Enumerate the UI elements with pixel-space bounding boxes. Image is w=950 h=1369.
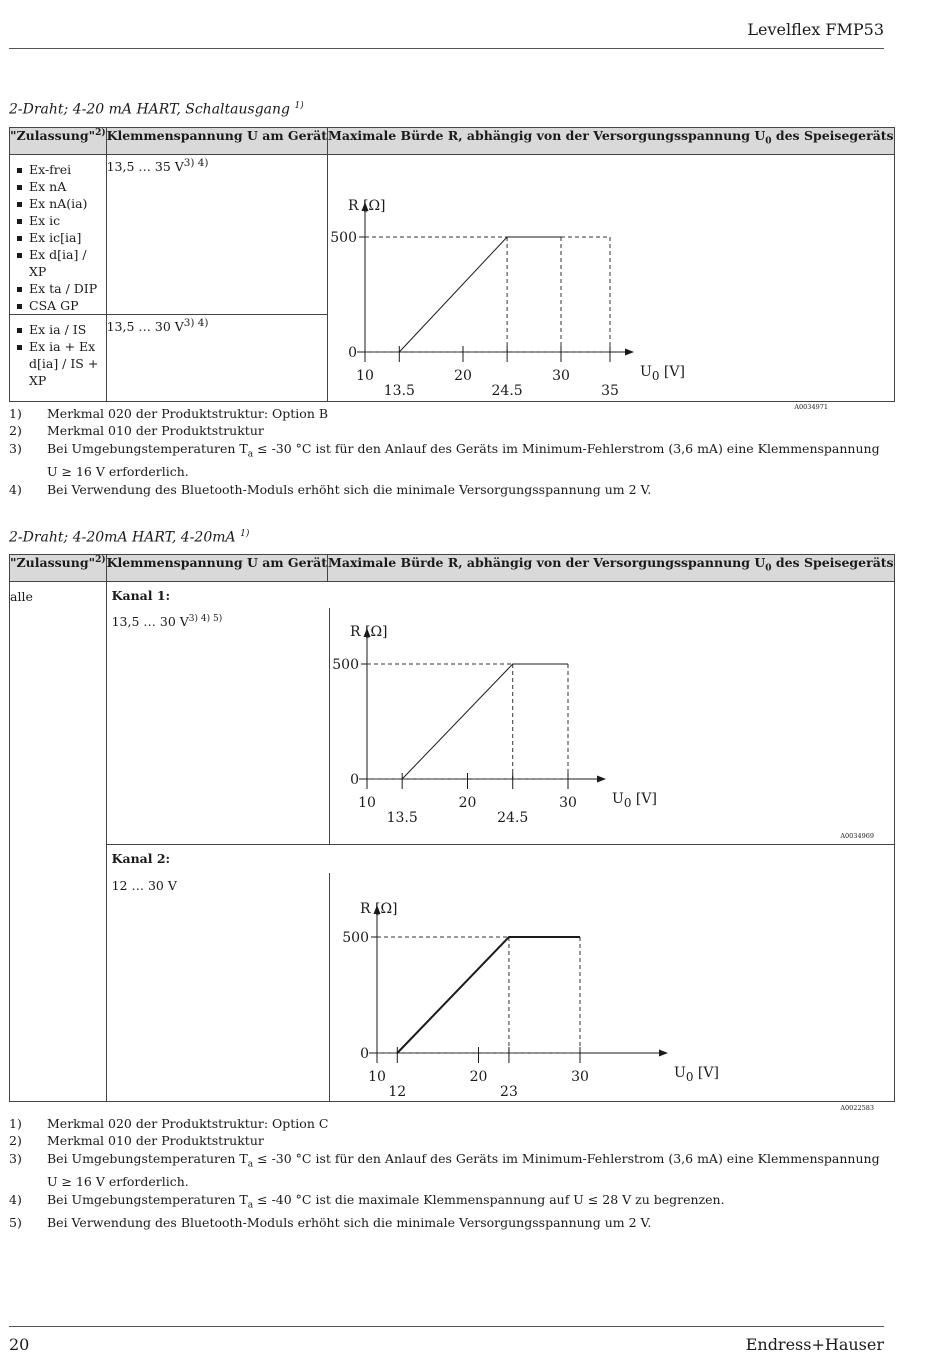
footnote-number: 3) — [9, 440, 22, 456]
x-tick-label: 13.5 — [383, 383, 415, 399]
s2-col-approval: "Zulassung"$^{2)}$ — [10, 555, 107, 582]
footnote-text: Bei Umgebungstemperaturen T — [47, 1191, 248, 1207]
x-axis-label: U0 [V] — [611, 791, 657, 810]
footnote-text: Bei Umgebungstemperaturen T — [47, 1150, 248, 1166]
section1-title-ref: 1) — [294, 101, 304, 111]
x-tick-label: 10 — [357, 795, 376, 811]
x-tick-label: 23 — [499, 1084, 518, 1100]
kanal2-voltage: 12 … 30 V — [111, 878, 177, 893]
footer-brand: Endress+Hauser — [745, 1335, 884, 1354]
series-line — [402, 664, 568, 779]
footnote-item — [9, 481, 884, 498]
footnote-number: 1) — [9, 406, 22, 421]
footnote-item — [9, 440, 884, 481]
kanal2-load-chart — [330, 873, 880, 1112]
x-tick-label: 30 — [570, 1069, 589, 1085]
x-tick-label: 30 — [558, 795, 577, 811]
kanal1-voltage: 13,5 … 30 $V^{3) 4) 5)}$ — [111, 614, 223, 630]
footnote-text: Merkmal 010 der Produktstruktur — [47, 1133, 264, 1149]
kanal2-label: Kanal 2: — [111, 851, 171, 866]
x-axis-arrow — [597, 776, 606, 783]
approval-item: Ex nA(ia) — [14, 195, 106, 212]
figure-id: A0034971 — [794, 403, 829, 411]
footnote-number: 3) — [9, 1150, 22, 1166]
y-tick-label: 0 — [359, 1046, 369, 1062]
series-line — [397, 937, 580, 1053]
s1-row2-voltage: 13,5 … 30 $V^{3) 4)}$ — [106, 315, 327, 402]
s2-kanal1-cell — [106, 582, 894, 845]
footnote-item — [9, 1115, 884, 1132]
footnote-text: Bei Umgebungstemperaturen T — [47, 440, 248, 456]
x-axis-label: U0 [V] — [673, 1065, 719, 1084]
footnote-text: ≤ -30 °C ist für den Anlauf des Geräts im Minimum-Fehlerstrom (3,6 mA) eine Klemmenspannung U ≥ 16 V erforderlich. — [47, 1150, 880, 1190]
s1-col-load: Maximale Bürde R, abhängig von der Versorgungsspannung $U_0$ des Speisegeräts — [328, 128, 895, 155]
x-tick-label: 20 — [469, 1069, 488, 1085]
section2-table — [9, 554, 895, 1112]
x-tick-label: 10 — [367, 1069, 386, 1085]
x-tick-label: 35 — [601, 383, 619, 399]
header-rule — [9, 48, 884, 49]
x-axis-arrow — [659, 1050, 668, 1057]
footnote-item — [9, 1214, 884, 1231]
footnote-number: 4) — [9, 481, 22, 497]
footnote-text: ≤ -40 °C ist die maximale Klemmenspannung auf U ≤ 28 V zu begrenzen. — [253, 1191, 725, 1207]
footnote-text: Bei Verwendung des Bluetooth-Moduls erhöht sich die minimale Versorgungsspannung um 2 V. — [47, 1215, 652, 1231]
approval-item: Ex-frei — [14, 161, 106, 178]
x-tick-label: 30 — [552, 368, 570, 384]
footnote-text: Merkmal 010 der Produktstruktur — [47, 423, 264, 439]
s1-row1-voltage: 13,5 … 35 $V^{3) 4)}$ — [106, 155, 327, 315]
footnote-item — [9, 405, 884, 422]
approval-item: Ex ic — [14, 212, 106, 229]
section2-footnotes — [9, 1115, 884, 1232]
kanal1-load-chart — [330, 608, 880, 842]
x-tick-label: 20 — [454, 368, 472, 384]
figure-id: A0022583 — [839, 1104, 874, 1112]
section2-title — [9, 529, 249, 546]
s1-row2-approvals — [10, 315, 107, 402]
approval-item: Ex d[ia] / XP — [14, 246, 106, 280]
y-tick-label: 500 — [341, 930, 369, 946]
y-tick-label: 500 — [330, 230, 358, 246]
footnote-text: Merkmal 020 der Produktstruktur: Option C — [47, 1116, 329, 1131]
y-tick-label: 500 — [331, 657, 359, 673]
section2-title-ref: 1) — [240, 529, 250, 539]
footnote-number: 2) — [9, 423, 22, 439]
approval-item: Ex ia / IS — [14, 321, 106, 338]
footnote-text: a — [247, 449, 254, 460]
y-axis-label: R [Ω] — [349, 624, 388, 640]
footnote-number: 5) — [9, 1215, 22, 1231]
footnote-number: 2) — [9, 1133, 22, 1149]
x-tick-label: 12 — [387, 1084, 406, 1100]
section1-footnotes — [9, 405, 884, 498]
x-tick-label: 10 — [356, 368, 374, 384]
s2-kanal2-cell — [106, 845, 894, 1112]
page-number: 20 — [9, 1335, 30, 1354]
section1-table — [9, 127, 895, 411]
footnote-item — [9, 1132, 884, 1149]
approval-item: Ex ia + Ex d[ia] / IS + XP — [14, 338, 106, 389]
series-line — [399, 237, 561, 352]
x-axis-label: U0 [V] — [640, 364, 685, 383]
s2-approval-all: alle — [10, 582, 107, 1102]
x-tick-label: 20 — [458, 795, 477, 811]
x-tick-label: 13.5 — [386, 810, 418, 826]
s1-chart-cell — [328, 155, 895, 411]
footnote-number: 4) — [9, 1191, 22, 1207]
s2-col-voltage: Klemmenspannung U am Gerät — [106, 555, 327, 582]
footnote-number: 1) — [9, 1116, 22, 1131]
footnote-text: a — [247, 1159, 254, 1170]
footnote-item — [9, 1150, 884, 1191]
figure-id: A0034969 — [839, 832, 874, 840]
footer-rule — [9, 1326, 884, 1327]
footnote-text: Bei Verwendung des Bluetooth-Moduls erhöht sich die minimale Versorgungsspannung um 2 V. — [47, 481, 652, 497]
s1-col-voltage: Klemmenspannung U am Gerät — [106, 128, 327, 155]
approval-item: Ex ta / DIP — [14, 280, 106, 297]
x-axis-arrow — [625, 349, 634, 356]
footnote-item — [9, 1191, 884, 1215]
section1-title-text: 2-Draht; 4-20 mA HART, Schaltausgang — [9, 101, 290, 118]
x-tick-label: 24.5 — [496, 810, 528, 826]
s1-load-chart — [328, 155, 832, 411]
footnote-text: Merkmal 020 der Produktstruktur: Option B — [47, 406, 329, 421]
approval-item: Ex ic[ia] — [14, 229, 106, 246]
kanal1-label: Kanal 1: — [111, 588, 171, 603]
footnote-item — [9, 422, 884, 439]
approval-item: Ex nA — [14, 178, 106, 195]
y-axis-label: R [Ω] — [359, 901, 398, 917]
section2-title-text: 2-Draht; 4-20mA HART, 4-20mA — [9, 529, 236, 546]
s1-col-approval: "Zulassung"$^{2)}$ — [10, 128, 107, 155]
footnote-text: a — [247, 1200, 254, 1211]
approval-item: CSA GP — [14, 297, 106, 314]
y-axis-label: R [Ω] — [348, 198, 386, 214]
header-product-name: Levelflex FMP53 — [747, 20, 884, 39]
s1-row1-approvals — [10, 155, 107, 315]
y-tick-label: 0 — [348, 345, 358, 361]
section1-title — [9, 101, 304, 118]
footnote-text: ≤ -30 °C ist für den Anlauf des Geräts im Minimum-Fehlerstrom (3,6 mA) eine Klemmenspannung U ≥ 16 V erforderlich. — [47, 440, 880, 480]
y-tick-label: 0 — [349, 772, 359, 788]
s2-col-load: Maximale Bürde R, abhängig von der Versorgungsspannung $U_0$ des Speisegeräts — [328, 555, 895, 582]
x-tick-label: 24.5 — [491, 383, 523, 399]
